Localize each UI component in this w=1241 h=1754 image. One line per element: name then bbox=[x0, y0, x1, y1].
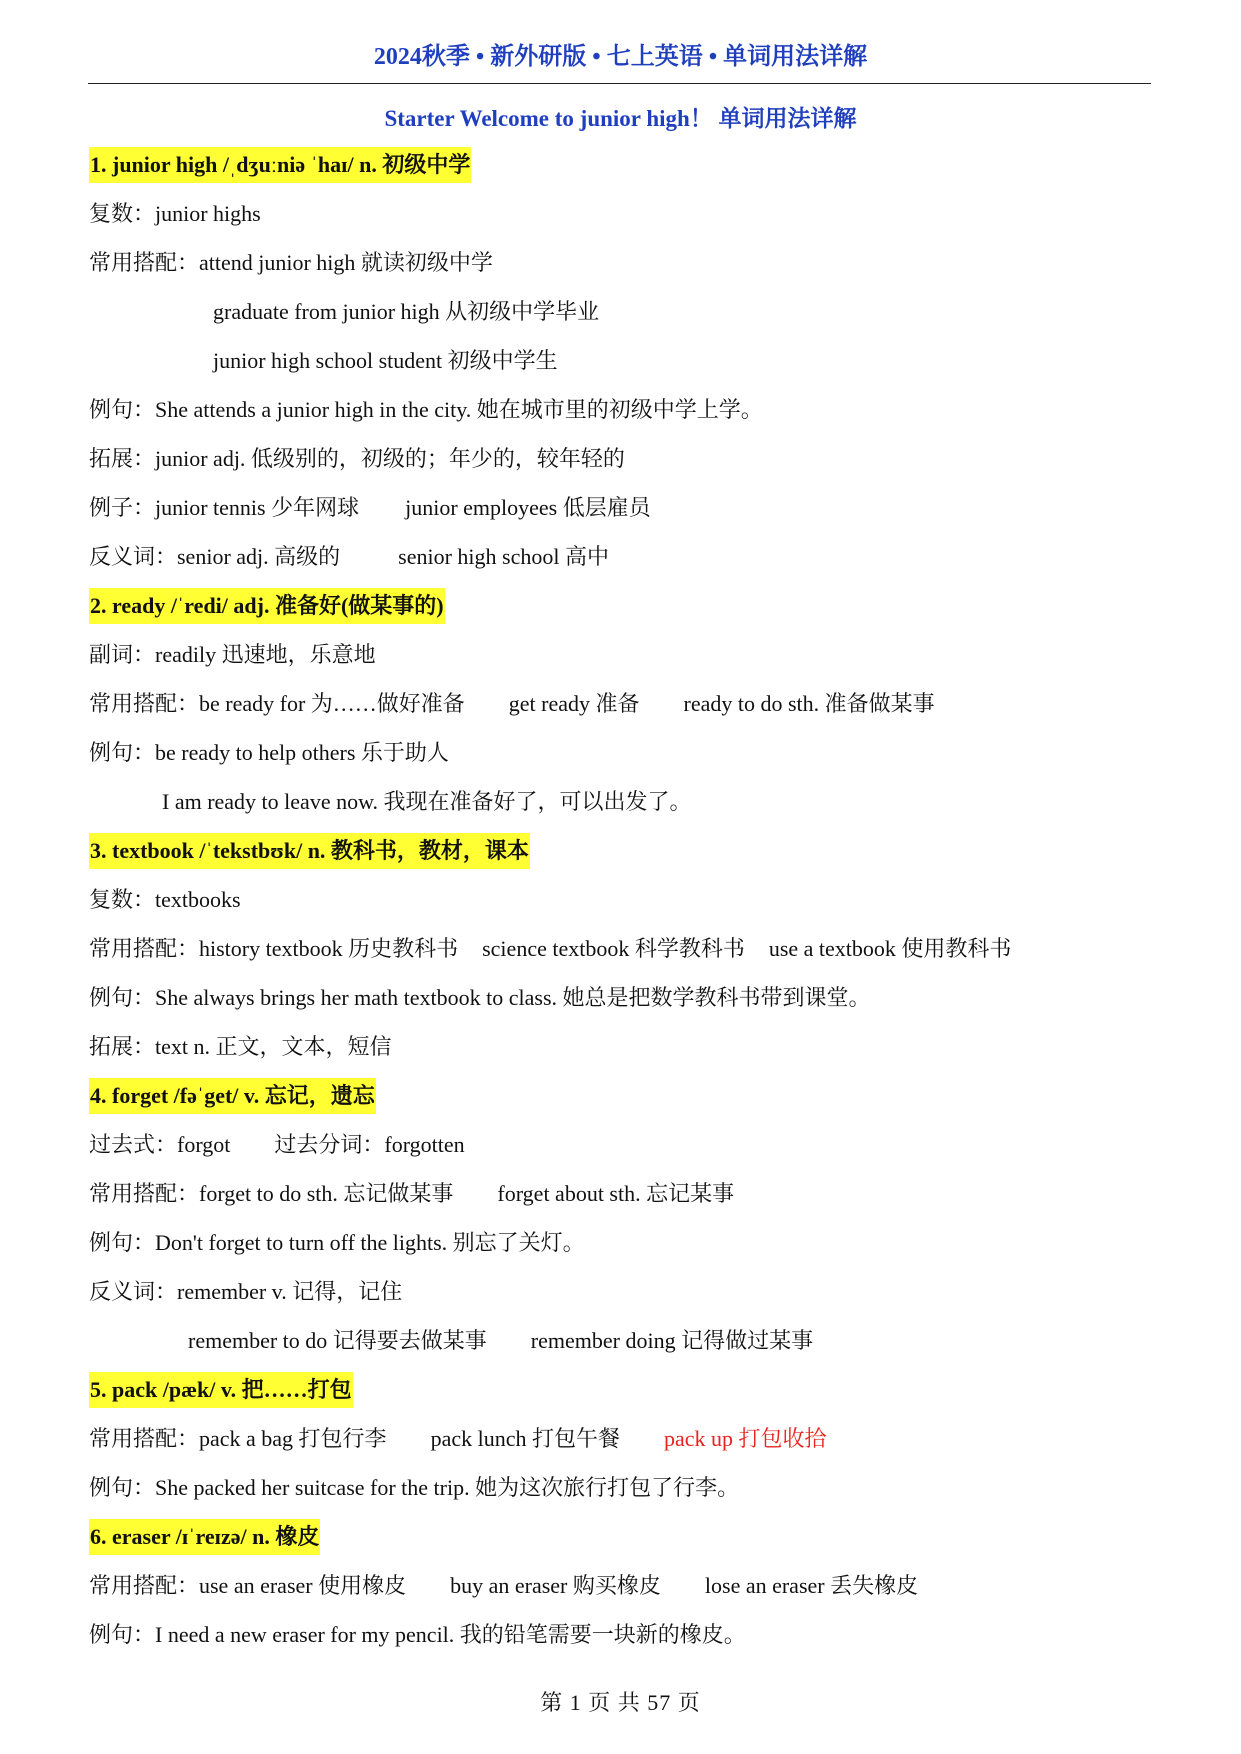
entry-heading-pack: 5. pack /pæk/ v. 把……打包 bbox=[89, 1365, 1159, 1414]
entry-line: 常用搭配：attend junior high 就读初级中学 bbox=[89, 250, 493, 275]
entry-line: 常用搭配：pack a bag 打包行李 pack lunch 打包午餐 pack up 打包收拾 bbox=[89, 1426, 827, 1451]
entry-line: 例句：be ready to help others 乐于助人 bbox=[89, 740, 449, 765]
entry-line: 副词：readily 迅速地，乐意地 bbox=[89, 642, 376, 667]
entry-line: 常用搭配：use an eraser 使用橡皮 buy an eraser 购买橡皮 lose an eraser 丢失橡皮 bbox=[89, 1573, 919, 1598]
entry-line: 反义词：senior adj. 高级的 senior high school 高中 bbox=[89, 544, 609, 569]
entry-line: 常用搭配：forget to do sth. 忘记做某事 forget about sth. 忘记某事 bbox=[89, 1181, 735, 1206]
entry-line: 常用搭配：be ready for 为……做好准备 get ready 准备 ready to do sth. 准备做某事 bbox=[89, 691, 935, 716]
entry-line: 复数：textbooks bbox=[89, 887, 241, 912]
entry-line: remember to do 记得要去做某事 remember doing 记得做过某事 bbox=[188, 1328, 814, 1353]
emphasis-pack-up: pack up 打包收拾 bbox=[663, 1426, 827, 1451]
document-header-title: 2024秋季 • 新外研版 • 七上英语 • 单词用法详解 bbox=[373, 44, 868, 70]
page-number: 第 1 页 共 57 页 bbox=[540, 1690, 701, 1715]
entry-line: junior high school student 初级中学生 bbox=[213, 348, 558, 373]
entry-line: 例句：She packed her suitcase for the trip. 她为这次旅行打包了行李。 bbox=[89, 1475, 740, 1500]
entry-line: 拓展：text n. 正文，文本，短信 bbox=[89, 1034, 392, 1059]
entry-line: 拓展：junior adj. 低级别的，初级的；年少的，较年轻的 bbox=[89, 446, 625, 471]
entry-line: 例子：junior tennis 少年网球 junior employees 低层雇员 bbox=[89, 495, 651, 520]
entry-heading-junior-high: 1. junior high /ˌdʒuːniə ˈhaɪ/ n. 初级中学 bbox=[89, 140, 1159, 189]
entry-line: 复数：junior highs bbox=[89, 201, 261, 226]
entry-line: 过去式：forgot 过去分词：forgotten bbox=[89, 1132, 465, 1157]
entry-line: 例句：Don't forget to turn off the lights. 别忘了关灯。 bbox=[89, 1230, 585, 1255]
entry-heading-forget: 4. forget /fəˈget/ v. 忘记，遗忘 bbox=[89, 1071, 1159, 1120]
entry-line: I am ready to leave now. 我现在准备好了，可以出发了。 bbox=[162, 789, 692, 814]
entry-heading-textbook: 3. textbook /ˈtekstbʊk/ n. 教科书，教材，课本 bbox=[89, 826, 1159, 875]
entry-line: graduate from junior high 从初级中学毕业 bbox=[213, 299, 600, 324]
section-title: Starter Welcome to junior high！ 单词用法详解 bbox=[384, 106, 857, 131]
entry-line: 常用搭配：history textbook 历史教科书 science textbook 科学教科书 use a textbook 使用教科书 bbox=[89, 936, 1012, 961]
entry-line: 反义词：remember v. 记得，记住 bbox=[89, 1279, 403, 1304]
entry-line: 例句：I need a new eraser for my pencil. 我的铅笔需要一块新的橡皮。 bbox=[89, 1622, 746, 1647]
header-divider bbox=[88, 83, 1151, 84]
entry-heading-eraser: 6. eraser /ɪˈreɪzə/ n. 橡皮 bbox=[89, 1512, 1159, 1561]
entry-heading-ready: 2. ready /ˈredi/ adj. 准备好(做某事的) bbox=[89, 581, 1159, 630]
word-entries bbox=[89, 140, 1159, 1659]
entry-line: 例句：She attends a junior high in the city. 她在城市里的初级中学上学。 bbox=[89, 397, 763, 422]
entry-line: 例句：She always brings her math textbook to class. 她总是把数学教科书带到课堂。 bbox=[89, 985, 871, 1010]
